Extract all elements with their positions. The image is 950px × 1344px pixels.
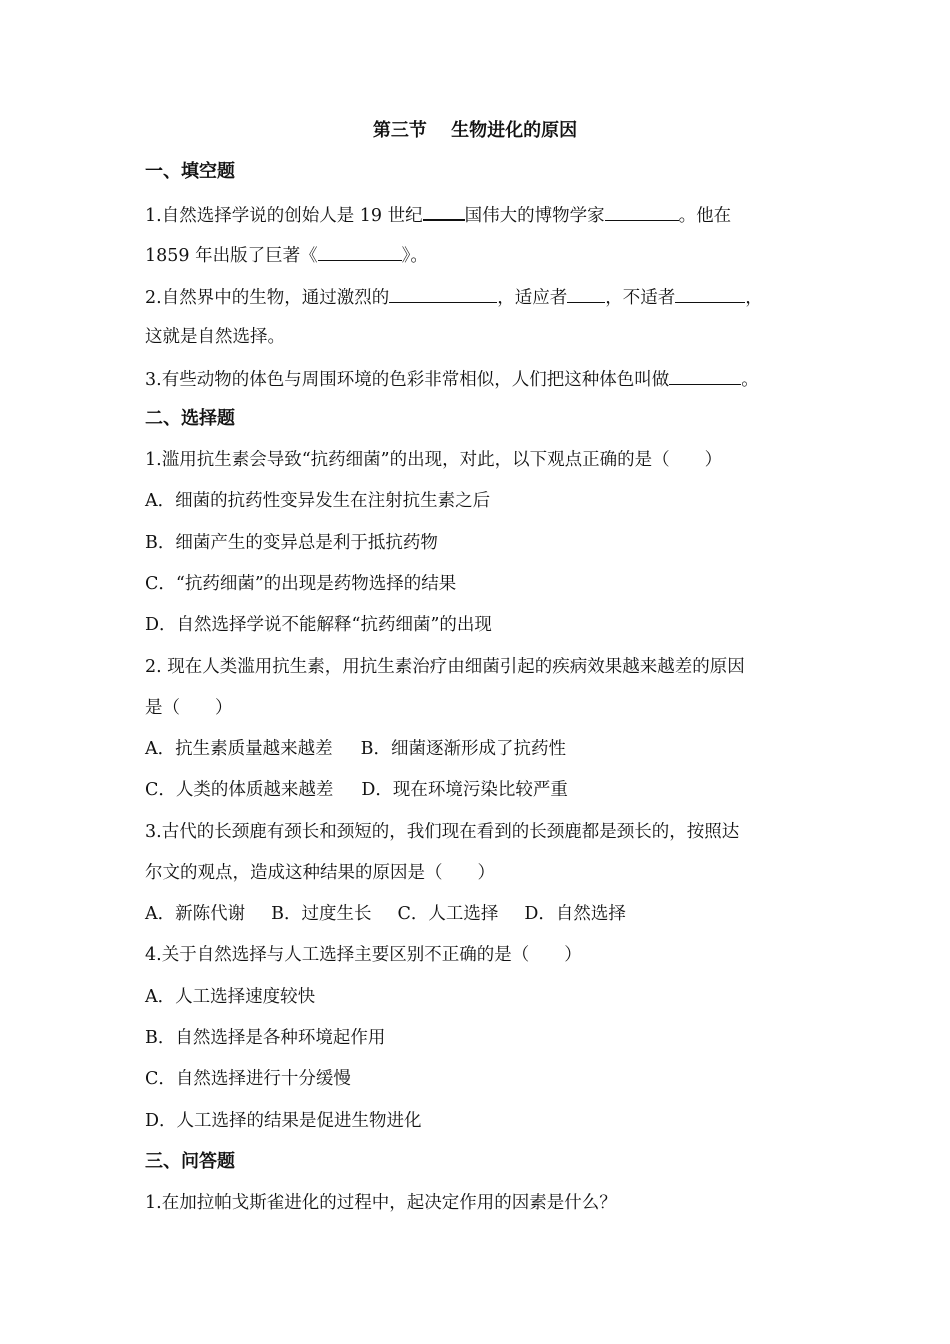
- answer-blank: [318, 242, 402, 261]
- choice-option: C．人类的体质越来越差: [145, 780, 334, 800]
- fill-question-2-line-1: [145, 284, 763, 310]
- choice-option: D．现在环境污染比较严重: [361, 780, 568, 800]
- question-text: ，不适者: [605, 288, 676, 308]
- choice-options-row: [145, 902, 626, 926]
- choice-option: B．自然选择是各种环境起作用: [145, 1028, 386, 1048]
- question-text: 3.有些动物的体色与周围环境的色彩非常相似，人们把这种体色叫做: [145, 370, 670, 390]
- choice-option: D．人工选择的结果是促进生物进化: [145, 1111, 422, 1131]
- fill-question-1-line-2: [145, 242, 428, 268]
- fill-question-3: [145, 366, 759, 392]
- choice-option: A．人工选择速度较快: [145, 987, 316, 1007]
- choice-question-2-line-2: 是（ ）: [145, 698, 233, 718]
- choice-option: B．细菌产生的变异总是利于抵抗药物: [145, 533, 438, 553]
- question-text: ，适应者: [497, 288, 568, 308]
- section-heading-short-answer: 三、问答题: [145, 1151, 235, 1172]
- answer-blank: [389, 284, 497, 303]
- question-text: 。: [741, 370, 759, 390]
- answer-blank: [423, 201, 465, 221]
- question-text: 1859 年出版了巨著《: [145, 246, 318, 266]
- choice-option: A．新陈代谢: [145, 904, 246, 924]
- fill-question-2-line-2: 这就是自然选择。: [145, 327, 285, 347]
- choice-option: B．细菌逐渐形成了抗药性: [360, 739, 566, 759]
- page-title: 第三节 生物进化的原因: [372, 120, 578, 141]
- choice-question-1: 1.滥用抗生素会导致“抗药细菌”的出现，对此，以下观点正确的是（ ）: [145, 450, 723, 470]
- answer-blank: [567, 284, 605, 303]
- answer-blank: [669, 366, 741, 385]
- answer-blank: [675, 284, 745, 303]
- choice-option: C．人工选择: [397, 904, 499, 924]
- choice-options-row: [145, 737, 566, 761]
- fill-question-1-line-1: [145, 201, 731, 228]
- choice-options-row: [145, 778, 568, 802]
- question-text: 1.自然选择学说的创始人是 19 世纪: [145, 206, 423, 226]
- question-text: 。他在: [678, 206, 732, 226]
- question-text: ，: [745, 288, 763, 308]
- question-text: 国伟大的博物学家: [464, 206, 605, 226]
- choice-option: D．自然选择学说不能解释“抗药细菌”的出现: [145, 615, 492, 635]
- section-heading-fill-blank: 一、填空题: [145, 161, 235, 182]
- choice-option: B．过度生长: [271, 904, 372, 924]
- question-text: 2.自然界中的生物，通过激烈的: [145, 288, 390, 308]
- answer-question-1: 1.在加拉帕戈斯雀进化的过程中，起决定作用的因素是什么？: [145, 1193, 617, 1213]
- choice-option: A．细菌的抗药性变异发生在注射抗生素之后: [145, 491, 491, 511]
- choice-option: C．自然选择进行十分缓慢: [145, 1069, 351, 1089]
- section-heading-multiple-choice: 二、选择题: [145, 408, 235, 429]
- choice-question-3-line-1: 3.古代的长颈鹿有颈长和颈短的，我们现在看到的长颈鹿都是颈长的，按照达: [145, 822, 740, 842]
- choice-question-2-line-1: 2. 现在人类滥用抗生素，用抗生素治疗由细菌引起的疾病效果越来越差的原因: [145, 657, 745, 677]
- choice-option: A．抗生素质量越来越差: [145, 739, 333, 759]
- choice-question-4: 4.关于自然选择与人工选择主要区别不正确的是（ ）: [145, 945, 582, 965]
- choice-question-3-line-2: 尔文的观点，造成这种结果的原因是（ ）: [145, 863, 495, 883]
- question-text: 》。: [401, 246, 428, 266]
- choice-option: C．“抗药细菌”的出现是药物选择的结果: [145, 574, 457, 594]
- answer-blank: [605, 202, 679, 221]
- choice-option: D．自然选择: [524, 904, 626, 924]
